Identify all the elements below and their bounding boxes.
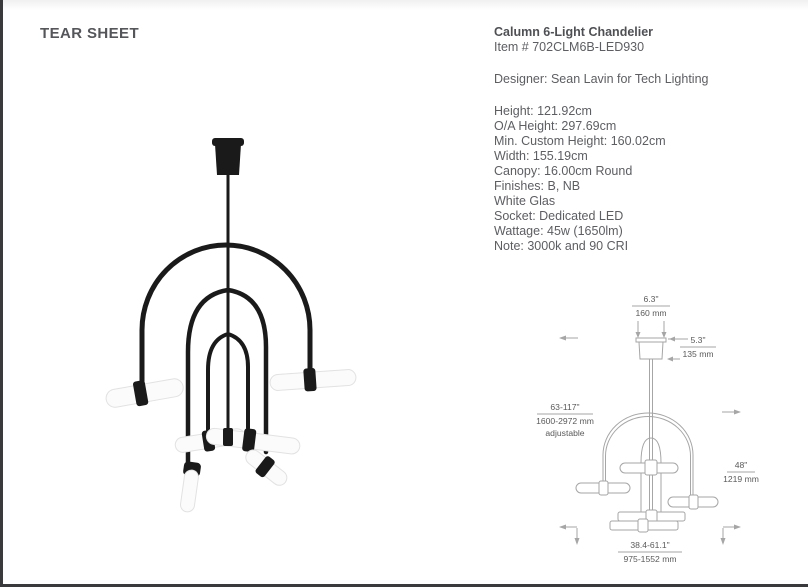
large-arch	[142, 245, 310, 390]
product-specs	[494, 104, 794, 254]
top-edge-shading	[3, 0, 808, 10]
tube-left	[104, 373, 185, 411]
dim-canopy-width-inches: 6.3"	[643, 294, 659, 304]
spec-line: O/A Height: 297.69cm	[494, 119, 617, 133]
product-name: Calumn 6-Light Chandelier	[494, 25, 654, 39]
page-title: TEAR SHEET	[40, 25, 140, 42]
drawn-canopy-flange	[636, 338, 666, 342]
dim-canopy-width-mm: 160 mm	[635, 308, 667, 318]
dimension-arrow-icon	[636, 332, 641, 338]
spec-line: Socket: Dedicated LED	[494, 209, 624, 223]
spec-line: Finishes: B, NB	[494, 179, 581, 193]
dimension-arrow-icon	[669, 337, 675, 342]
product-info	[494, 25, 794, 254]
extent-marker-top-right	[722, 410, 741, 415]
spec-line: White Glas	[494, 194, 556, 208]
drawn-inner-arch	[641, 438, 661, 515]
dim-suspension-mm: 1600-2972 mm	[536, 416, 594, 426]
product-designer: Designer: Sean Lavin for Tech Lighting	[494, 72, 709, 86]
dim-suspension-note: adjustable	[545, 428, 585, 438]
spec-line: Min. Custom Height: 160.02cm	[494, 134, 666, 148]
stem-rod	[227, 174, 230, 436]
tube-vertical	[178, 461, 202, 513]
drawn-mount	[599, 481, 608, 495]
extent-marker-bottom-left	[559, 525, 580, 546]
dim-canopy-height-inches: 5.3"	[690, 335, 706, 345]
center-hub	[223, 428, 233, 446]
page-left-border	[0, 0, 3, 587]
tube-right	[269, 365, 356, 394]
canopy-body	[215, 144, 241, 175]
spec-line: Width: 155.19cm	[494, 149, 588, 163]
drawn-mount	[689, 495, 698, 509]
extent-marker-bottom-right	[721, 525, 742, 546]
dim-fixture-width-inches: 38.4-61.1"	[630, 540, 670, 550]
chandelier-photo-graphic	[100, 112, 460, 552]
dimension-arrow-icon	[667, 357, 673, 362]
drawn-mount	[638, 519, 648, 532]
product-photo	[100, 112, 460, 552]
drawn-mount	[645, 460, 657, 475]
dim-fixture-height-inches: 48"	[734, 460, 748, 470]
spec-line: Note: 3000k and 90 CRI	[494, 239, 629, 253]
spec-line: Canopy: 16.00cm Round	[494, 164, 633, 178]
dimension-drawing-graphic	[528, 285, 800, 577]
dim-canopy-height-mm: 135 mm	[682, 349, 714, 359]
dimension-drawing	[528, 285, 800, 577]
product-item-number: Item # 702CLM6B-LED930	[494, 40, 645, 54]
dim-fixture-width-mm: 975-1552 mm	[623, 554, 677, 564]
dim-suspension-inches: 63-117"	[550, 402, 580, 412]
spec-line: Wattage: 45w (1650lm)	[494, 224, 623, 238]
extent-marker-top-left	[559, 336, 578, 341]
drawn-canopy-body	[639, 342, 663, 359]
spec-line: Height: 121.92cm	[494, 104, 592, 118]
dimension-arrow-icon	[662, 332, 667, 338]
dim-fixture-height-mm: 1219 mm	[723, 474, 759, 484]
